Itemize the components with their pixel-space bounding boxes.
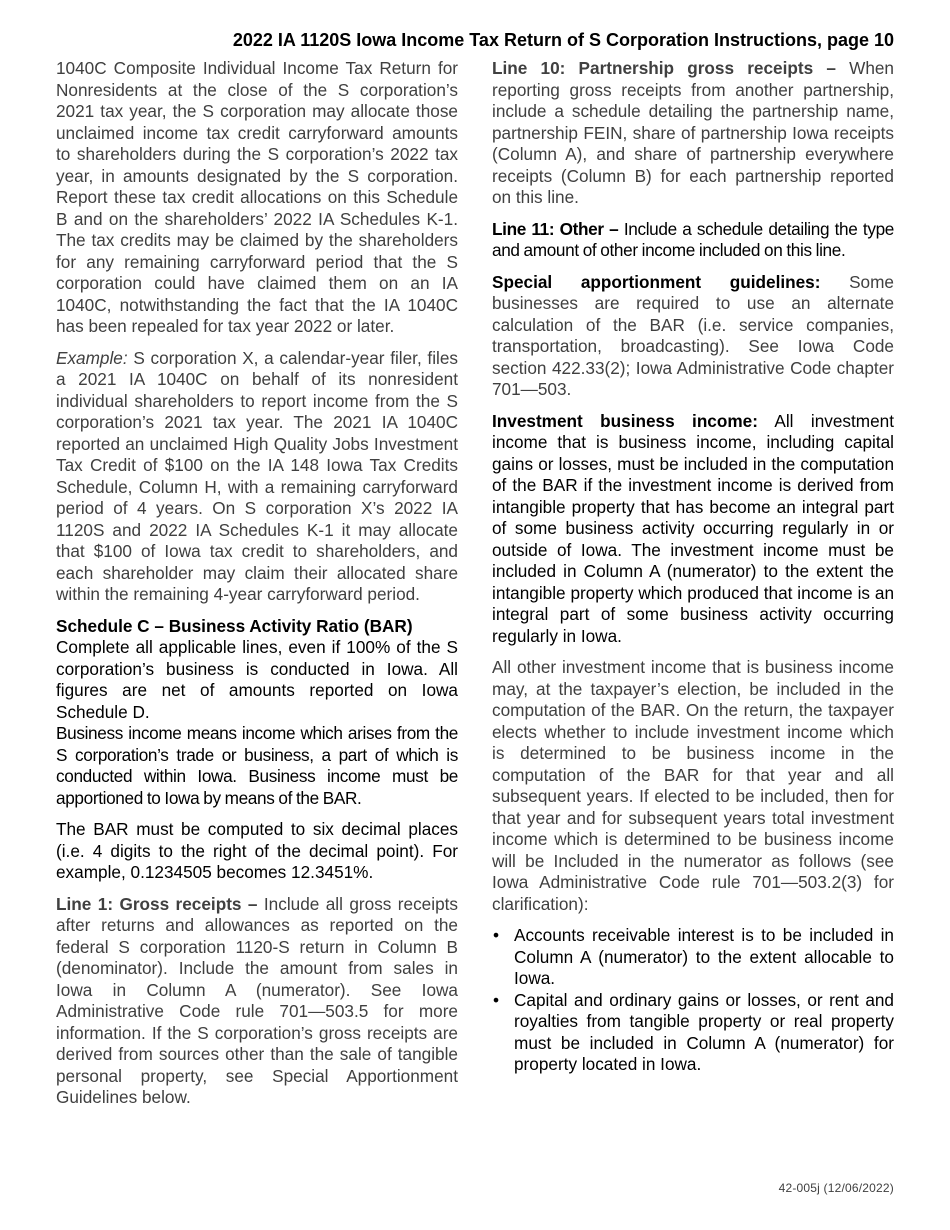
other-investment-income-election: All other investment income that is business income may, at the taxpayer’s election, be included in the computation of the BAR. On the return, the taxpayer elects whether to include investment income which is determined to be business income in the computation of the BAR for that year and all subsequent years. If elected to be included, then for that year and for subsequent years total investment income which is determined to be business income will be Included in the numerator as follows (see Iowa Administrative Code rule 701—503.2(3) for clarification): [492, 657, 894, 914]
line-1-text: Include all gross receipts after returns and allowances as reported on the federal S corporation 1120-S return in Column B (denominator). Include the amount from sales in Iowa in Column A (numerator). See Iowa Administrative Code rule 701—503.5 for more information. If the S corporation’s gross receipts are derived from sources other than the sale of tangible personal property, see Special Apportionment Guidelines below. [56, 893, 458, 1107]
line-11-other [492, 219, 894, 262]
schedule-c-heading [56, 616, 458, 638]
right-column [492, 58, 894, 1076]
example-label: Example: [56, 347, 128, 368]
example-text: S corporation X, a calendar-year filer, files a 2021 IA 1040C on behalf of its nonresident individual shareholders to report income from the S corporation’s 2021 tax year. The 2021 IA 1040C reported an unclaimed High Quality Jobs Investment Tax Credit of $100 on the IA 148 Iowa Tax Credits Schedule, Column H, with a remaining carryforward period of 4 years. On S corporation X’s 2022 IA 1120S and 2022 IA Schedules K-1 it may allocate that $100 of Iowa tax credit to shareholders, and each shareholder may claim their allocated share within the remaining 4-year carryforward period. [56, 347, 458, 604]
line-1-gross-receipts [56, 894, 458, 1109]
list-item [493, 989, 894, 1076]
list-item [493, 925, 894, 990]
investment-business-income-text: All investment income that is business income, including capital gains or losses, must be included in the computation of the BAR if the investment income is derived from intangible property that has become an integral part of some business activity occurring regularly in or outside of Iowa. The investment income must be included in Column A (numerator) to the extent the intangible property which produced that income is an integral part of some business activity occurring regularly in Iowa. [492, 410, 894, 646]
left-column [56, 58, 458, 1119]
bullet-icon: • [493, 989, 500, 1010]
bar-computation-note: The BAR must be computed to six decimal places (i.e. 4 digits to the right of the decimal point). For example, 0.1234505 becomes 12.3451%. [56, 819, 458, 882]
schedule-c-instructions: Complete all applicable lines, even if 100% of the S corporation’s business is conducted in Iowa. All figures are net of amounts reported on Iowa Schedule D. [56, 637, 458, 722]
example-paragraph [56, 348, 458, 606]
special-apportionment-label: Special apportionment guidelines: [492, 271, 821, 292]
form-code-footer: 42-005j (12/06/2022) [778, 1181, 894, 1195]
schedule-c-title: Schedule C – Business Activity Ratio (BAR) [56, 615, 413, 636]
special-apportionment-text: Some businesses are required to use an alternate calculation of the BAR (i.e. service companies, transportation, broadcasting). See Iowa Code section 422.33(2); Iowa Administrative Code chapter 701—503. [492, 271, 894, 399]
investment-business-income-label: Investment business income: [492, 410, 758, 431]
line-10-text: When reporting gross receipts from another partnership, include a schedule detailing the partnership name, partnership FEIN, share of partnership Iowa receipts (Column A), and share of partnership everywhere receipts (Column B) for each partnership reported on this line. [492, 58, 894, 207]
special-apportionment-guidelines [492, 272, 894, 401]
investment-business-income [492, 411, 894, 648]
list-item-text: Accounts receivable interest is to be included in Column A (numerator) to the extent allocable to Iowa. [514, 925, 894, 988]
page-header-title: 2022 IA 1120S Iowa Income Tax Return of S Corporation Instructions, page 10 [232, 30, 894, 50]
line-1-label: Line 1: Gross receipts – [56, 893, 258, 914]
line-10-partnership-receipts [492, 58, 894, 209]
line-11-text: Include a schedule detailing the type and amount of other income included on this line. [492, 218, 894, 260]
bullet-icon: • [493, 925, 500, 945]
numerator-rules-list [492, 925, 894, 1076]
list-item-text: Capital and ordinary gains or losses, or rent and royalties from tangible property or real property must be included in Column A (numerator) for property located in Iowa. [514, 989, 894, 1074]
line-11-label: Line 11: Other – [492, 218, 619, 239]
schedule-b-credit-allocation-paragraph: 1040C Composite Individual Income Tax Return for Nonresidents at the close of the S corporation’s 2021 tax year, the S corporation may allocate those unclaimed income tax credit carryforward amounts to shareholders during the S corporation’s 2022 tax year, in amounts designated by the S corporation. Report these tax credit allocations on this Schedule B and on the shareholders’ 2022 IA Schedules K-1. The tax credits may be claimed by the shareholders for any remaining carryforward period that the S corporation could have claimed them on an IA 1040C, notwithstanding the fact that the IA 1040C has been repealed for tax year 2022 or later. [56, 58, 458, 336]
business-income-definition: Business income means income which arises from the S corporation’s trade or business, a part of which is conducted within Iowa. Business income must be apportioned to Iowa by means of the BAR. [56, 723, 458, 808]
line-10-label: Line 10: Partnership gross receipts – [492, 58, 836, 78]
